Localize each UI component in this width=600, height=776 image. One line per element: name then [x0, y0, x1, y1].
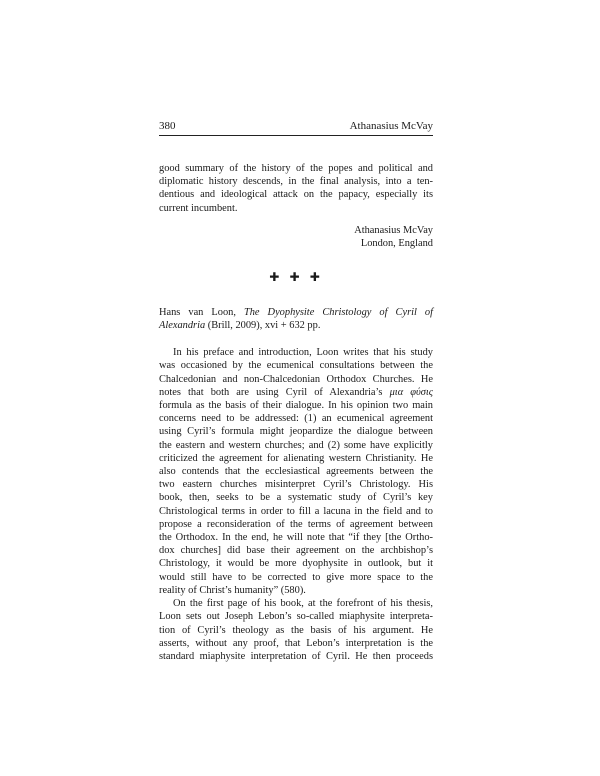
- text-line: the Orthodox. In the end, he will note that “if they [the Ortho-: [159, 532, 433, 544]
- text-line: Loon sets out Joseph Lebon’s so-called miaphysite interpreta-: [159, 611, 433, 623]
- closing-paragraph: [159, 162, 433, 215]
- text-line: formula as the basis of their dialogue. In his opinion two main: [159, 400, 433, 412]
- text-line: tion of Cyril’s theology as the basis of his argument. He: [159, 624, 433, 636]
- book-citation: [159, 306, 433, 332]
- review-paragraph-1: [159, 346, 433, 597]
- page-number: 380: [159, 120, 176, 132]
- review-paragraph-2: [159, 597, 433, 663]
- book-author: Hans van Loon,: [159, 306, 244, 318]
- reviewer-signature: [159, 224, 433, 251]
- text-line: current incumbent.: [159, 202, 238, 214]
- text-fragment: notes that both are using Cyril of Alexandria’s: [159, 386, 390, 398]
- running-header: [159, 120, 433, 136]
- text-line: standard miaphysite interpretation of Cyril. He then proceeds: [159, 650, 433, 662]
- text-line: also contends that the ecclesiastical agreements between the: [159, 466, 433, 478]
- text-line: dox churches] did base their agreement on the archbishop’s: [159, 545, 433, 557]
- book-publication: (Brill, 2009), xvi + 632 pp.: [205, 320, 321, 332]
- text-line: concerns need to be addressed: (1) an ecumenical agreement: [159, 413, 433, 425]
- text-line: the eastern and western churches; and (2) some have explicitly: [159, 439, 433, 451]
- text-line: criticized the agreement for alienating western Christianity. He: [159, 452, 433, 464]
- text-line: diplomatic history descends, in the final analysis, into a ten-: [159, 176, 433, 188]
- text-line: two eastern churches misinterpret Cyril’s Christology. His: [159, 479, 433, 491]
- greek-phrase: μια φύσις: [389, 386, 434, 398]
- text-line: asserts, without any proof, that Lebon’s interpretation is the: [159, 637, 433, 649]
- text-line: Chalcedonian and non-Chalcedonian Orthodox Churches. He: [159, 373, 433, 385]
- text-line: On the first page of his book, at the forefront of his thesis,: [173, 598, 433, 610]
- book-title-part2: Alexandria: [159, 320, 206, 332]
- text-line: was occasioned by the ecumenical consultations between the: [159, 360, 433, 372]
- text-line: In his preface and introduction, Loon writes that his study: [173, 347, 433, 359]
- text-line: good summary of the history of the popes and political and: [159, 163, 433, 174]
- text-line: Christology, it would be more dyophysite in outlook, but it: [159, 558, 433, 570]
- citation-line: [159, 306, 433, 319]
- section-divider-crosses: ✚ ✚ ✚: [269, 269, 323, 284]
- reviewer-name: Athanasius McVay: [354, 224, 433, 236]
- text-line: using Cyril’s formula might jeopardize the dialogue between: [159, 426, 433, 438]
- text-line: propose a reconsideration of the terms of agreement between: [159, 518, 433, 530]
- text-line: would still have to be corrected to give more space to the: [159, 571, 433, 583]
- text-line: [159, 386, 433, 399]
- text-line: reality of Christ’s humanity” (580).: [159, 584, 306, 596]
- text-line: book, then, seeks to be a systematic study of Cyril’s key: [159, 492, 433, 504]
- text-line: Christological terms in order to fill a lacuna in the field and to: [159, 505, 433, 517]
- book-page: [159, 120, 433, 663]
- reviewer-location: London, England: [360, 238, 433, 250]
- citation-line: [159, 319, 433, 332]
- running-head-author: Athanasius McVay: [349, 120, 433, 132]
- book-title-part1: The Dyophysite Christology of Cyril of: [243, 306, 433, 318]
- text-line: dentious and ideological attack on the papacy, especially its: [159, 189, 433, 201]
